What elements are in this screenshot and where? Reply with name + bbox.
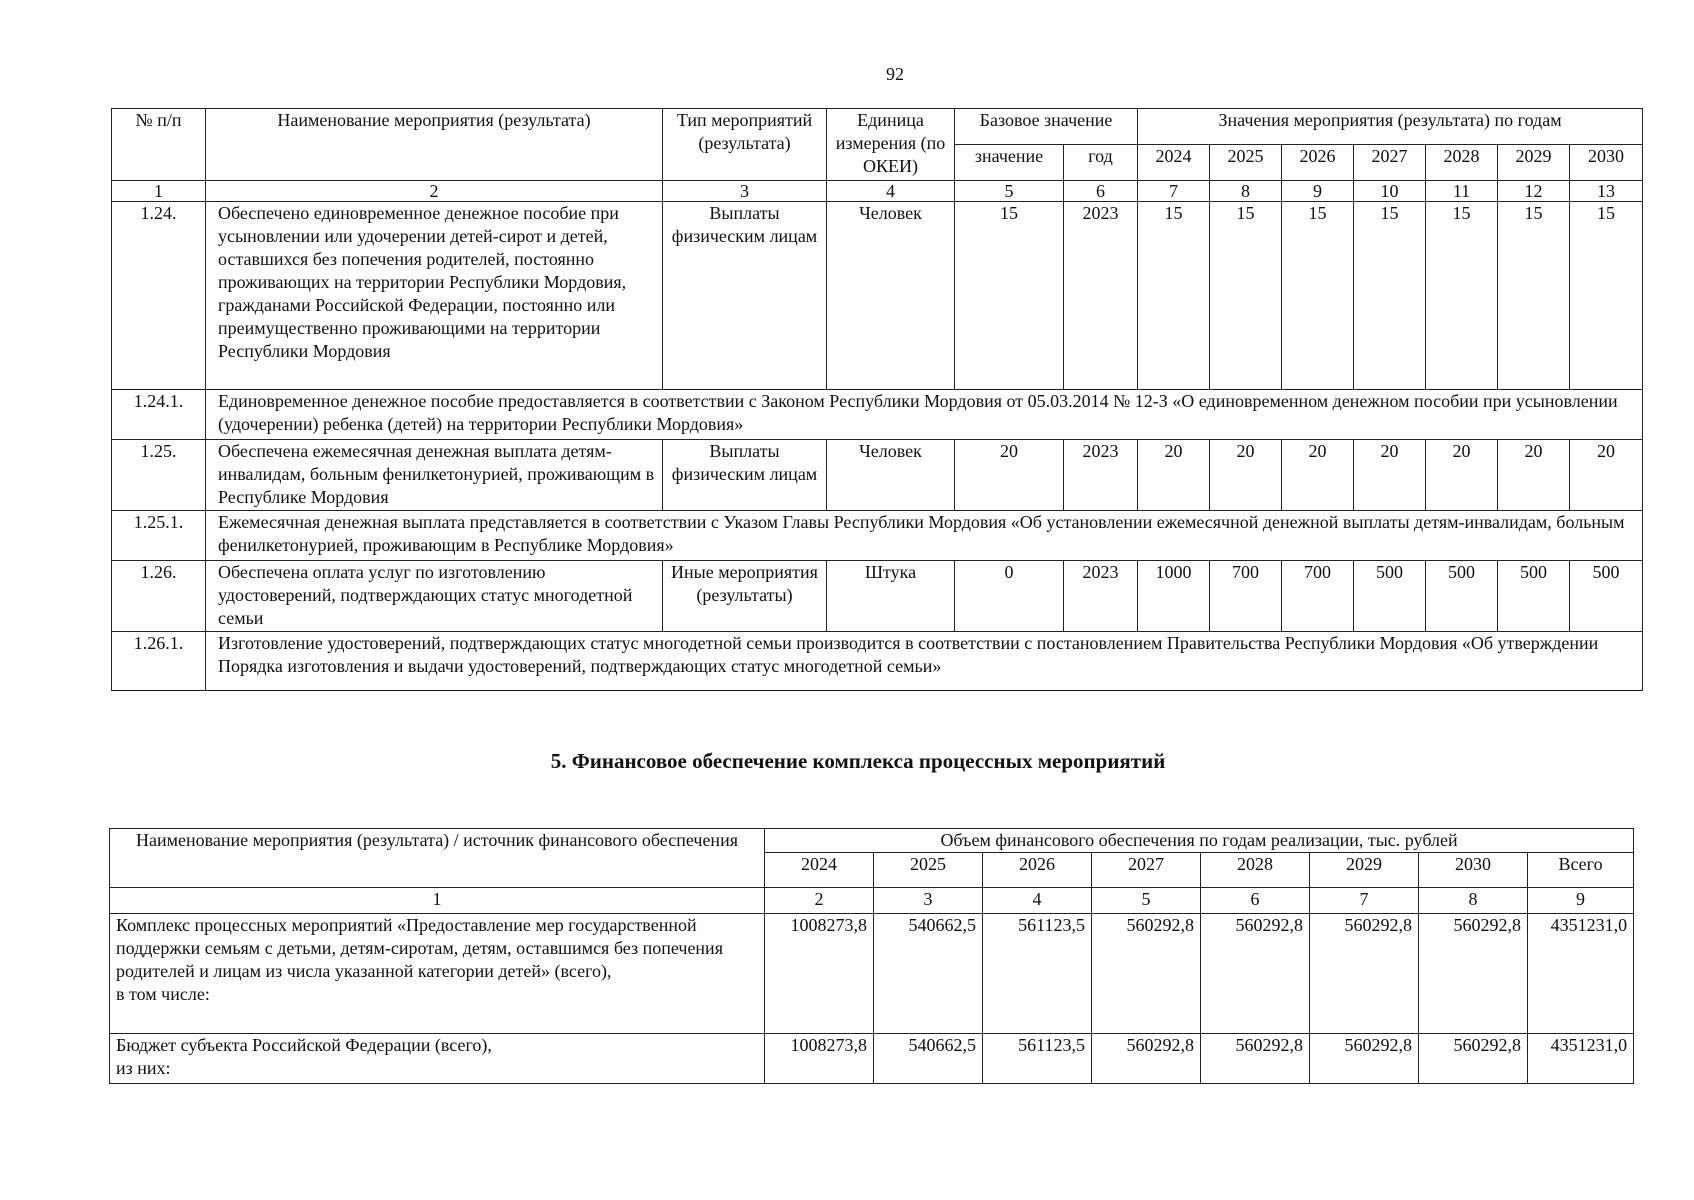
header-yearly: Значения мероприятия (результата) по годам [1138,109,1643,145]
header-year: 2026 [1282,145,1354,181]
header-name: Наименование мероприятия (результата) / источник финансового обеспечения [110,829,765,888]
column-number: 2 [206,181,663,202]
row-value: 561123,5 [983,1034,1092,1084]
row-value: 20 [1498,440,1570,511]
row-value: 540662,5 [874,1034,983,1084]
table-row [112,632,1643,691]
row-total: 4351231,0 [1528,1034,1634,1084]
row-name-suffix: в том числе: [116,984,210,1004]
row-value: 20 [1282,440,1354,511]
row-type: Иные мероприятия (результаты) [663,561,827,632]
row-type: Выплаты физическим лицам [663,202,827,390]
column-number: 1 [110,888,765,914]
row-value: 500 [1498,561,1570,632]
column-number: 6 [1201,888,1310,914]
header-year: 2026 [983,853,1092,888]
header-year: 2024 [765,853,874,888]
row-value: 15 [1282,202,1354,390]
header-unit: Единица измерения (по ОКЕИ) [827,109,955,181]
row-value: 540662,5 [874,914,983,1034]
row-base-value: 0 [955,561,1064,632]
column-number: 5 [955,181,1064,202]
table-row [110,1034,1634,1084]
column-number: 8 [1210,181,1282,202]
column-number: 9 [1528,888,1634,914]
row-value: 560292,8 [1419,914,1528,1034]
column-number: 7 [1138,181,1210,202]
section-title: 5. Финансовое обеспечение комплекса процессных мероприятий [550,749,1166,773]
row-note: Единовременное денежное пособие предоставляется в соответствии с Законом Республики Мордовия от 05.03.2014 № 12-З «О единовременном денежном пособии при усыновлении (удочерении) ребенка (детей) на территории Республики Мордовия» [206,390,1643,440]
header-year: 2028 [1426,145,1498,181]
row-value: 15 [1570,202,1643,390]
row-num: 1.26. [112,561,206,632]
table-row [112,511,1643,561]
row-name [110,1034,765,1084]
column-number: 4 [983,888,1092,914]
row-base-year: 2023 [1064,561,1138,632]
column-number: 6 [1064,181,1138,202]
column-number: 3 [874,888,983,914]
row-value: 15 [1498,202,1570,390]
page-number: 92 [886,64,904,84]
row-name [110,914,765,1034]
column-number: 10 [1354,181,1426,202]
row-num: 1.24. [112,202,206,390]
column-number: 5 [1092,888,1201,914]
row-value: 700 [1210,561,1282,632]
row-value: 1008273,8 [765,1034,874,1084]
header-year: 2027 [1354,145,1426,181]
column-number: 3 [663,181,827,202]
activities-table [111,108,1643,691]
row-value: 20 [1426,440,1498,511]
row-num: 1.24.1. [112,390,206,440]
header-year: 2024 [1138,145,1210,181]
row-name: Обеспечена ежемесячная денежная выплата детям-инвалидам, больным фенилкетонурией, проживающим в Республике Мордовия [206,440,663,511]
table-row [110,914,1634,1034]
row-value: 500 [1426,561,1498,632]
header-base: Базовое значение [955,109,1138,145]
row-value: 500 [1570,561,1643,632]
financing-table [109,828,1634,1084]
row-value: 560292,8 [1092,914,1201,1034]
row-value: 15 [1138,202,1210,390]
row-base-value: 20 [955,440,1064,511]
row-value: 560292,8 [1310,914,1419,1034]
row-value: 560292,8 [1310,1034,1419,1084]
table-row [112,202,1643,390]
row-name: Обеспечена оплата услуг по изготовлению удостоверений, подтверждающих статус многодетной семьи [206,561,663,632]
row-unit: Человек [827,202,955,390]
row-total: 4351231,0 [1528,914,1634,1034]
column-number: 12 [1498,181,1570,202]
row-value: 20 [1570,440,1643,511]
column-number: 1 [112,181,206,202]
row-unit: Человек [827,440,955,511]
header-year: 2025 [874,853,983,888]
row-base-year: 2023 [1064,440,1138,511]
row-value: 560292,8 [1201,914,1310,1034]
header-total: Всего [1528,853,1634,888]
table-row [112,440,1643,511]
row-note: Изготовление удостоверений, подтверждающих статус многодетной семьи производится в соответствии с постановлением Правительства Республики Мордовия «Об утверждении Порядка изготовления и выдачи удостоверений, подтверждающих статус многодетной семьи» [206,632,1643,691]
column-number: 4 [827,181,955,202]
header-year: 2029 [1310,853,1419,888]
column-number: 7 [1310,888,1419,914]
row-value: 1000 [1138,561,1210,632]
header-num: № п/п [112,109,206,181]
header-year: 2028 [1201,853,1310,888]
row-value: 15 [1210,202,1282,390]
row-name-text: Бюджет субъекта Российской Федерации (всего), [116,1035,492,1055]
row-value: 20 [1210,440,1282,511]
row-name-suffix: из них: [116,1058,171,1078]
header-name: Наименование мероприятия (результата) [206,109,663,181]
row-value: 20 [1138,440,1210,511]
row-value: 15 [1354,202,1426,390]
header-volume: Объем финансового обеспечения по годам реализации, тыс. рублей [765,829,1634,853]
row-value: 1008273,8 [765,914,874,1034]
column-number: 13 [1570,181,1643,202]
row-value: 700 [1282,561,1354,632]
column-number: 9 [1282,181,1354,202]
header-year: 2030 [1419,853,1528,888]
column-number: 2 [765,888,874,914]
row-name-text: Комплекс процессных мероприятий «Предоставление мер государственной поддержки семьям с детьми, детям-сиротам, детям, оставшимся без попечения родителей и лицам из числа указанной категории детей» (всего), [116,915,723,981]
row-value: 561123,5 [983,914,1092,1034]
header-year: 2030 [1570,145,1643,181]
header-base-year: год [1064,145,1138,181]
row-base-value: 15 [955,202,1064,390]
header-base-value: значение [955,145,1064,181]
row-unit: Штука [827,561,955,632]
header-year: 2029 [1498,145,1570,181]
row-value: 500 [1354,561,1426,632]
table-row [112,561,1643,632]
row-note: Ежемесячная денежная выплата представляется в соответствии с Указом Главы Республики Мордовия «Об установлении ежемесячной денежной выплаты детям-инвалидам, больным фенилкетонурией, проживающим в Республике Мордовия» [206,511,1643,561]
column-number: 8 [1419,888,1528,914]
row-type: Выплаты физическим лицам [663,440,827,511]
row-value: 15 [1426,202,1498,390]
row-name: Обеспечено единовременное денежное пособие при усыновлении или удочерении детей-сирот и детей, оставшихся без попечения родителей, постоянно проживающих на территории Республики Мордовия, гражданами Российской Федерации, постоянно или преимущественно проживающими на территории Республики Мордовия [206,202,663,390]
header-year: 2027 [1092,853,1201,888]
header-type: Тип мероприятий (результата) [663,109,827,181]
row-num: 1.25. [112,440,206,511]
row-value: 560292,8 [1092,1034,1201,1084]
row-base-year: 2023 [1064,202,1138,390]
row-value: 560292,8 [1201,1034,1310,1084]
row-num: 1.26.1. [112,632,206,691]
header-year: 2025 [1210,145,1282,181]
row-value: 560292,8 [1419,1034,1528,1084]
column-number: 11 [1426,181,1498,202]
table-row [112,390,1643,440]
row-num: 1.25.1. [112,511,206,561]
row-value: 20 [1354,440,1426,511]
